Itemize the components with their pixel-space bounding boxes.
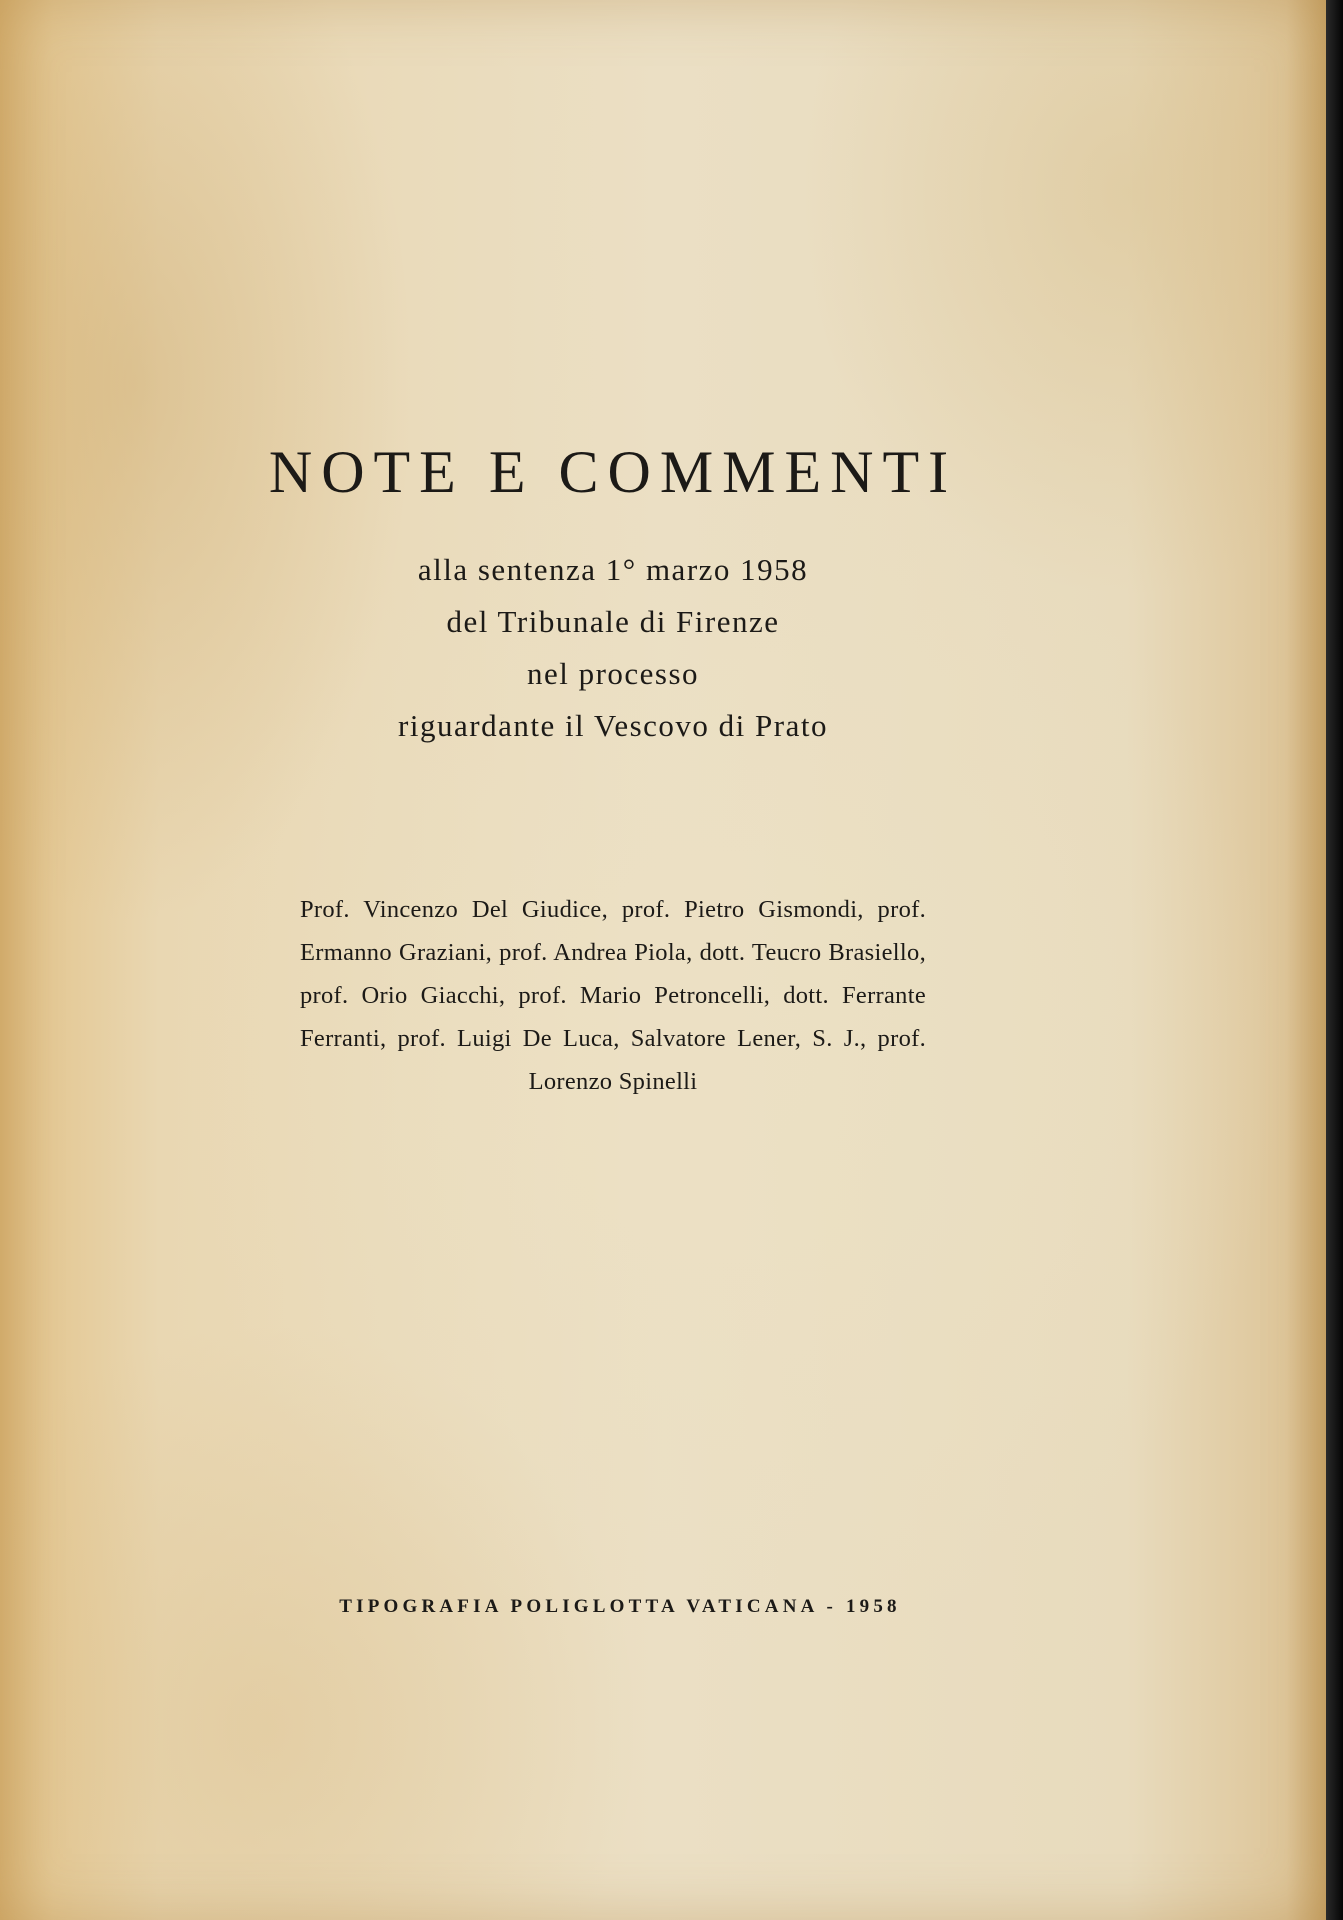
document-title: NOTE E COMMENTI bbox=[268, 439, 958, 505]
publisher-imprint: TIPOGRAFIA POLIGLOTTA VATICANA - 1958 bbox=[339, 1596, 901, 1617]
document-subtitle bbox=[0, 544, 1226, 752]
subtitle-line: del Tribunale di Firenze bbox=[446, 604, 780, 639]
authors-list: Prof. Vincenzo Del Giudice, prof. Pietro Gismondi, prof. Ermanno Graziani, prof. Andrea Piola, dott. Teucro Brasiello, prof. Orio Giacchi, prof. Mario Petroncelli, dott. Ferrante Ferranti, prof. Luigi De Luca, Salvatore Lener, S. J., prof. Lorenzo Spinelli bbox=[300, 896, 926, 1095]
subtitle-line: alla sentenza 1° marzo 1958 bbox=[417, 552, 809, 587]
subtitle-line: nel processo bbox=[526, 656, 700, 691]
scan-edge-shadow bbox=[1326, 0, 1343, 1920]
subtitle-line: riguardante il Vescovo di Prato bbox=[398, 708, 828, 743]
